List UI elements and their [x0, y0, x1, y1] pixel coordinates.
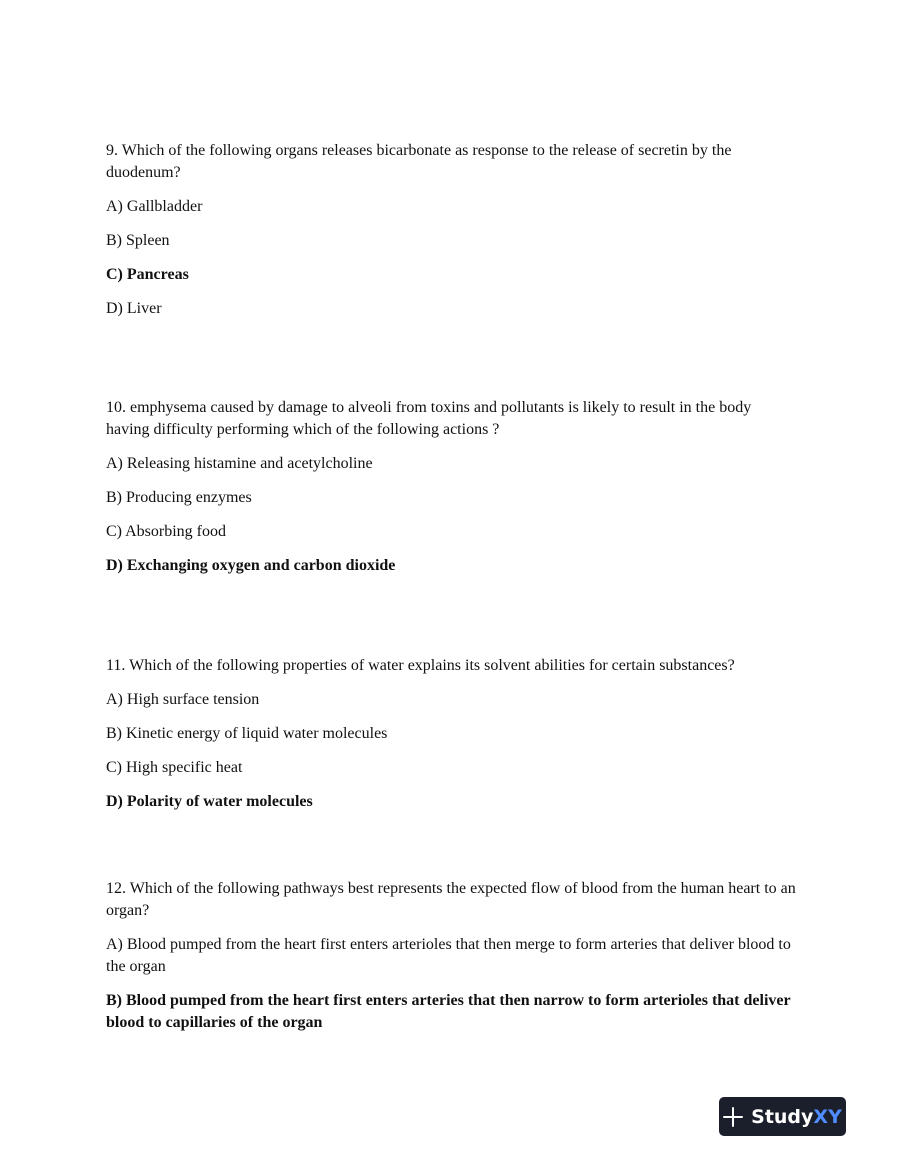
- correct-answer-option: D) Exchanging oxygen and carbon dioxide: [106, 557, 396, 574]
- question-10: [106, 397, 796, 589]
- question-11: [106, 655, 796, 825]
- correct-answer-option: B) Blood pumped from the heart first enters arteries that then narrow to form arterioles that deliver blood to capillaries of the organ: [106, 992, 791, 1031]
- question-9: [106, 140, 796, 332]
- question-stem: 9. Which of the following organs releases bicarbonate as response to the release of secretin by the duodenum?: [106, 142, 732, 181]
- question-stem: 11. Which of the following properties of water explains its solvent abilities for certain substances?: [106, 657, 735, 674]
- brand-name-study: Study: [751, 1105, 814, 1128]
- answer-option: A) Releasing histamine and acetylcholine: [106, 455, 373, 472]
- correct-answer-option: C) Pancreas: [106, 266, 189, 283]
- answer-option: A) Blood pumped from the heart first enters arterioles that then merge to form arteries that deliver blood to the organ: [106, 936, 791, 975]
- answer-option: B) Spleen: [106, 232, 170, 249]
- answer-option: C) High specific heat: [106, 759, 243, 776]
- answer-option: A) High surface tension: [106, 691, 260, 708]
- answer-option: D) Liver: [106, 300, 162, 317]
- correct-answer-option: D) Polarity of water molecules: [106, 793, 313, 810]
- plus-icon: [723, 1107, 743, 1127]
- answer-option: A) Gallbladder: [106, 198, 203, 215]
- studyxy-logo: [719, 1097, 846, 1136]
- answer-option: C) Absorbing food: [106, 523, 226, 540]
- brand-name-xy: XY: [813, 1105, 842, 1128]
- question-12: [106, 878, 796, 1046]
- answer-option: B) Producing enzymes: [106, 489, 252, 506]
- question-stem: 10. emphysema caused by damage to alveoli from toxins and pollutants is likely to result in the body having difficulty performing which of the following actions ?: [106, 399, 752, 438]
- question-stem: 12. Which of the following pathways best represents the expected flow of blood from the human heart to an organ?: [106, 880, 796, 919]
- answer-option: B) Kinetic energy of liquid water molecules: [106, 725, 388, 742]
